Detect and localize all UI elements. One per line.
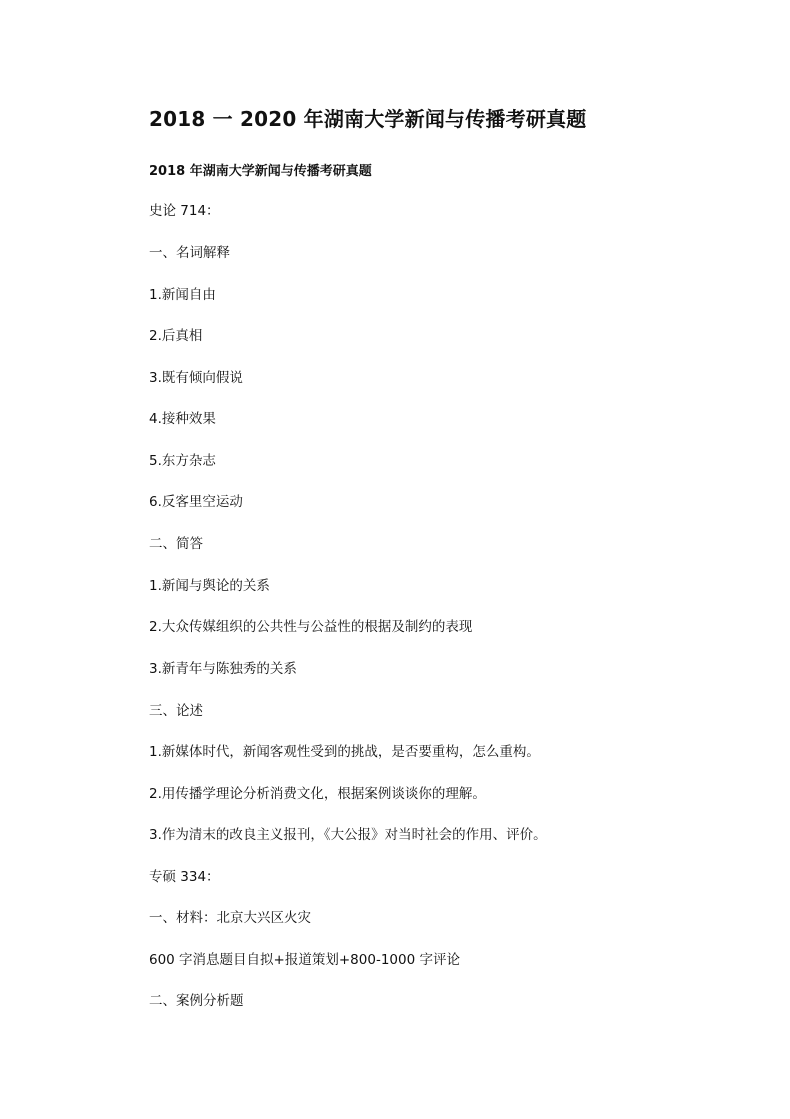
paper-label-professional: 专硕 334： — [149, 869, 220, 885]
section-material: 一、材料：北京大兴区火灾 — [149, 910, 311, 926]
question-item: 2.后真相 — [149, 328, 203, 344]
question-item: 3.新青年与陈独秀的关系 — [149, 661, 297, 677]
section-term-explanation: 一、名词解释 — [149, 245, 230, 261]
question-item: 1.新闻与舆论的关系 — [149, 578, 270, 594]
question-item: 1.新媒体时代，新闻客观性受到的挑战，是否要重构，怎么重构。 — [149, 744, 540, 760]
section-essay: 三、论述 — [149, 703, 203, 719]
question-item: 3.作为清末的改良主义报刊，《大公报》对当时社会的作用、评价。 — [149, 827, 547, 843]
section-heading: 2018 年湖南大学新闻与传播考研真题 — [149, 164, 372, 179]
document-title: 2018 一 2020 年湖南大学新闻与传播考研真题 — [149, 107, 587, 131]
question-item: 2.大众传媒组织的公共性与公益性的根据及制约的表现 — [149, 619, 473, 635]
section-case-analysis: 二、案例分析题 — [149, 993, 244, 1009]
question-item: 600 字消息题目自拟+报道策划+800-1000 字评论 — [149, 952, 460, 968]
question-item: 2.用传播学理论分析消费文化，根据案例谈谈你的理解。 — [149, 786, 486, 802]
question-item: 6.反客里空运动 — [149, 494, 243, 510]
paper-label-history-theory: 史论 714： — [149, 203, 220, 219]
question-item: 4.接种效果 — [149, 411, 216, 427]
question-item: 1.新闻自由 — [149, 287, 216, 303]
question-item: 5.东方杂志 — [149, 453, 216, 469]
section-short-answer: 二、简答 — [149, 536, 203, 552]
question-item: 3.既有倾向假说 — [149, 370, 243, 386]
